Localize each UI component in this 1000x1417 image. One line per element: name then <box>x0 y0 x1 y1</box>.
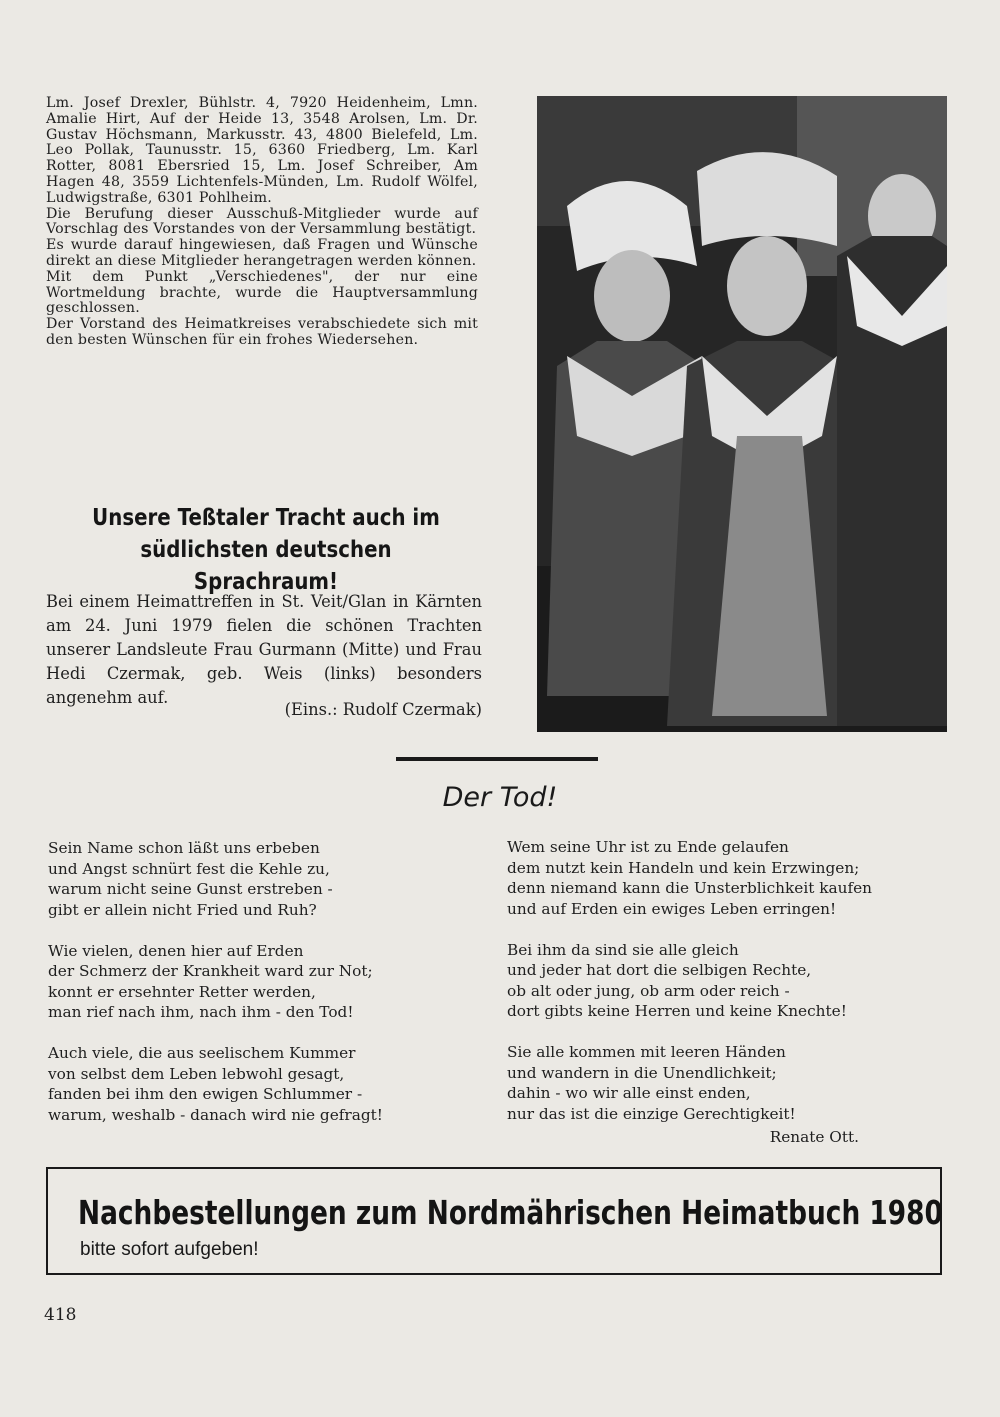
poem-line: gibt er allein nicht Fried und Ruh? <box>48 900 317 919</box>
poem-line: von selbst dem Leben lebwohl gesagt, <box>48 1064 345 1083</box>
poem-left-column <box>48 838 468 1146</box>
poem-line: und jeder hat dort die selbigen Rechte, <box>507 961 812 979</box>
poem-line: denn niemand kann die Unsterblichkeit kaufen <box>507 879 873 897</box>
poem-stanza <box>48 838 468 920</box>
poem-line: ob alt oder jung, ob arm oder reich - <box>507 981 790 1000</box>
intro-paragraph: Mit dem Punkt „Verschiedenes", der nur eine Wortmeldung brachte, wurde die Hauptversammlung geschlossen. <box>46 268 478 317</box>
intro-paragraph: Lm. Josef Drexler, Bühlstr. 4, 7920 Heidenheim, Lmn. Amalie Hirt, Auf der Heide 13, 3548 Arolsen, Lm. Dr. Gustav Höchsmann, Markusstr. 43, 4800 Bielefeld, Lm. Leo Pollak, Taunusstr. 15, 6360 Friedberg, Lm. Karl Rotter, 8081 Ebersried 15, Lm. Josef Schreiber, Am Hagen 48, 3559 Lichtenfels-Münden, Lm. Rudolf Wölfel, Ludwigstraße, 6301 Pohlheim. <box>46 95 478 206</box>
poem-line: konnt er ersehnter Retter werden, <box>48 982 316 1001</box>
poem-stanza <box>48 941 468 1023</box>
poem-line: Sein Name schon läßt uns erbeben <box>48 839 320 857</box>
costume-photo <box>537 96 947 732</box>
poem-author: Renate Ott. <box>769 1128 859 1146</box>
poem-line: Sie alle kommen mit leeren Händen <box>507 1043 786 1061</box>
poem-line: dort gibts keine Herren und keine Knechte! <box>507 1002 847 1020</box>
intro-text-column <box>46 96 478 349</box>
poem-line: dahin - wo wir alle einst enden, <box>507 1084 751 1102</box>
article-headline <box>72 502 461 598</box>
poem-line: warum nicht seine Gunst erstreben - <box>48 880 333 898</box>
poem-stanza <box>48 1043 468 1125</box>
headline-line: Unsere Teßtaler Tracht auch im <box>92 505 440 531</box>
poem-line: und auf Erden ein ewiges Leben erringen! <box>507 899 837 918</box>
intro-paragraph: Die Berufung dieser Ausschuß-Mitglieder wurde auf Vorschlag des Vorstandes von der Versammlung bestätigt. <box>46 205 478 238</box>
poem-right-column <box>507 837 947 1145</box>
poem-line: und wandern in die Unendlichkeit; <box>507 1063 777 1082</box>
poem-title: Der Tod! <box>442 782 558 813</box>
photo-illustration <box>537 96 947 732</box>
poem-stanza <box>507 1042 947 1124</box>
poem-line: man rief nach ihm, nach ihm - den Tod! <box>48 1003 354 1021</box>
notice-title: Nachbestellungen zum Nordmährischen Heimatbuch 1980 <box>78 1193 943 1232</box>
poem-line: und Angst schnürt fest die Kehle zu, <box>48 859 330 878</box>
page-number: 418 <box>44 1305 77 1325</box>
poem-line: Wem seine Uhr ist zu Ende gelaufen <box>507 838 789 856</box>
article-caption: Bei einem Heimattreffen in St. Veit/Glan in Kärnten am 24. Juni 1979 fielen die schönen Trachten unserer Landsleute Frau Gurmann (Mitte) und Frau Hedi Czermak, geb. Weis (links) besonders angenehm auf. <box>46 592 482 707</box>
poem-line: der Schmerz der Krankheit ward zur Not; <box>48 962 373 980</box>
notice-box <box>46 1167 942 1275</box>
poem-line: dem nutzt kein Handeln und kein Erzwingen; <box>507 858 860 877</box>
intro-paragraph: Es wurde darauf hingewiesen, daß Fragen und Wünsche direkt an diese Mitglieder herangetragen werden können. <box>46 237 478 269</box>
poem-line: fanden bei ihm den ewigen Schlummer - <box>48 1085 363 1103</box>
poem-line: Bei ihm da sind sie alle gleich <box>507 940 739 959</box>
headline-line: südlichsten deutschen Sprachraum! <box>140 537 392 595</box>
poem-line: Auch viele, die aus seelischem Kummer <box>48 1044 356 1062</box>
caption-author: (Eins.: Rudolf Czermak) <box>284 700 482 719</box>
poem-stanza <box>507 837 947 919</box>
poem-line: nur das ist die einzige Gerechtigkeit! <box>507 1104 796 1123</box>
notice-subtitle: bitte sofort aufgeben! <box>80 1239 259 1260</box>
intro-paragraph: Der Vorstand des Heimatkreises verabschiedete sich mit den besten Wünschen für ein frohes Wiedersehen. <box>46 316 478 348</box>
poem-line: Wie vielen, denen hier auf Erden <box>48 941 304 960</box>
poem-line: warum, weshalb - danach wird nie gefragt! <box>48 1105 383 1124</box>
poem-stanza <box>507 940 947 1022</box>
section-divider <box>396 757 598 761</box>
